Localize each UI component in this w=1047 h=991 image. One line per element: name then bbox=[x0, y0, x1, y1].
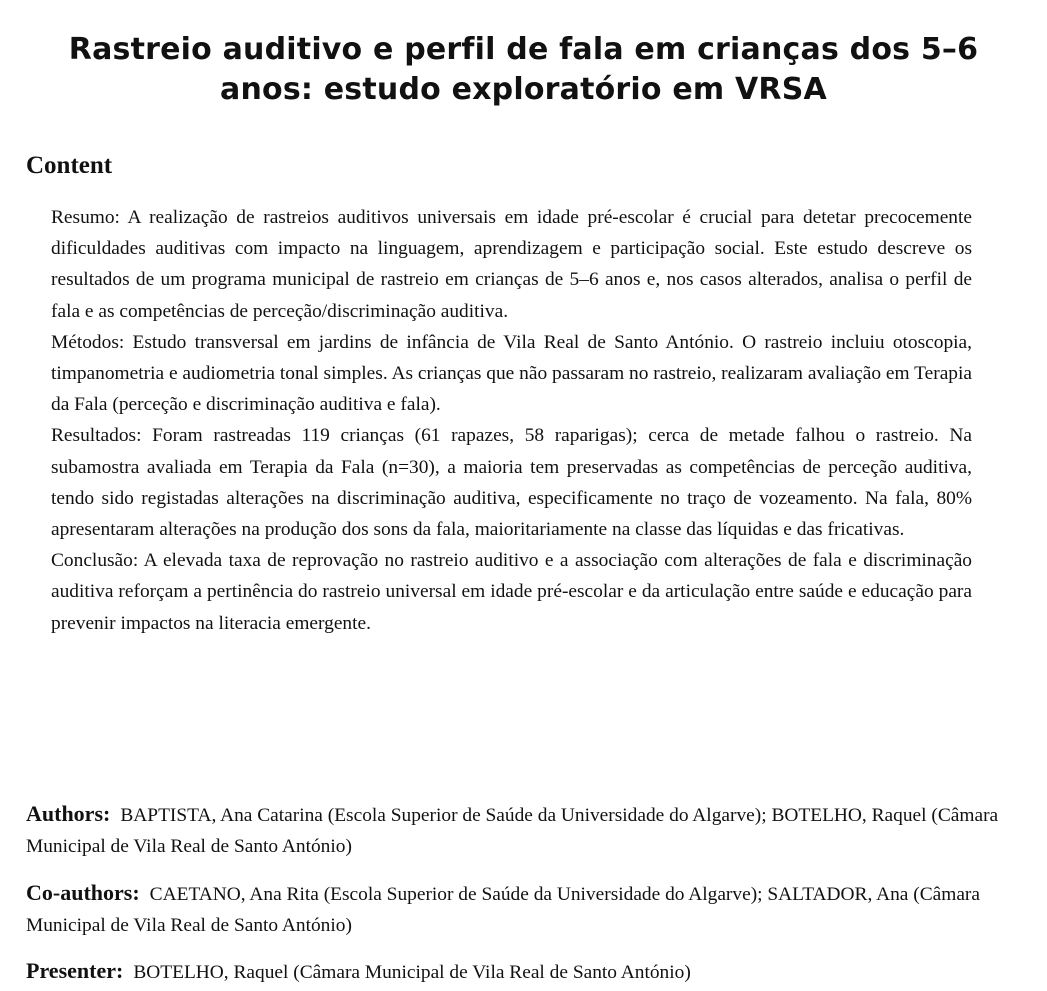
abstract-resultados: Resultados: Foram rastreadas 119 crianças (61 rapazes, 58 raparigas); cerca de metade falhou o rastreio. Na subamostra avaliada em Terapia da Fala (n=30), a maioria tem preservadas as competências de perceção auditiva, tendo sido registadas alterações na discriminação auditiva, especificamente no traço de vozeamento. Na fala, 80% apresentaram alterações na produção dos sons da fala, maioritariamente na classe das líquidas e das fricativas. bbox=[51, 425, 972, 541]
presenter-label: Presenter: bbox=[26, 958, 124, 983]
presenter-line bbox=[26, 955, 1016, 988]
authors-value: BAPTISTA, Ana Catarina (Escola Superior de Saúde da Universidade do Algarve); BOTELHO, Raquel (Câmara Municipal de Vila Real de Santo António) bbox=[26, 805, 999, 857]
coauthors-label: Co-authors: bbox=[26, 880, 140, 905]
authors-label: Authors: bbox=[26, 801, 111, 826]
abstract-conclusao: Conclusão: A elevada taxa de reprovação no rastreio auditivo e a associação com alterações de fala e discriminação auditiva reforçam a pertinência do rastreio universal em idade pré-escolar e da articulação entre saúde e educação para prevenir impactos na literacia emergente. bbox=[51, 550, 972, 634]
coauthors-value: CAETANO, Ana Rita (Escola Superior de Saúde da Universidade do Algarve); SALTADOR, Ana (Câmara Municipal de Vila Real de Santo António) bbox=[26, 884, 980, 936]
page-title: Rastreio auditivo e perfil de fala em crianças dos 5–6 anos: estudo exploratório em VRSA bbox=[68, 32, 979, 107]
abstract-resumo: Resumo: A realização de rastreios auditivos universais em idade pré-escolar é crucial para detetar precocemente dificuldades auditivas com impacto na linguagem, aprendizagem e participação social. Este estudo descreve os resultados de um programa municipal de rastreio em crianças de 5–6 anos e, nos casos alterados, analisa o perfil de fala e as competências de perceção/discriminação auditiva. bbox=[51, 207, 972, 322]
presenter-value: BOTELHO, Raquel (Câmara Municipal de Vila Real de Santo António) bbox=[133, 962, 691, 983]
abstract-metodos: Métodos: Estudo transversal em jardins de infância de Vila Real de Santo António. O rastreio incluiu otoscopia, timpanometria e audiometria tonal simples. As crianças que não passaram no rastreio, realizaram avaliação em Terapia da Fala (perceção e discriminação auditiva e fala). bbox=[51, 331, 972, 416]
abstract-body bbox=[51, 202, 972, 639]
content-heading: Content bbox=[26, 152, 113, 179]
authors-line bbox=[26, 798, 1016, 862]
coauthors-line bbox=[26, 877, 1016, 941]
